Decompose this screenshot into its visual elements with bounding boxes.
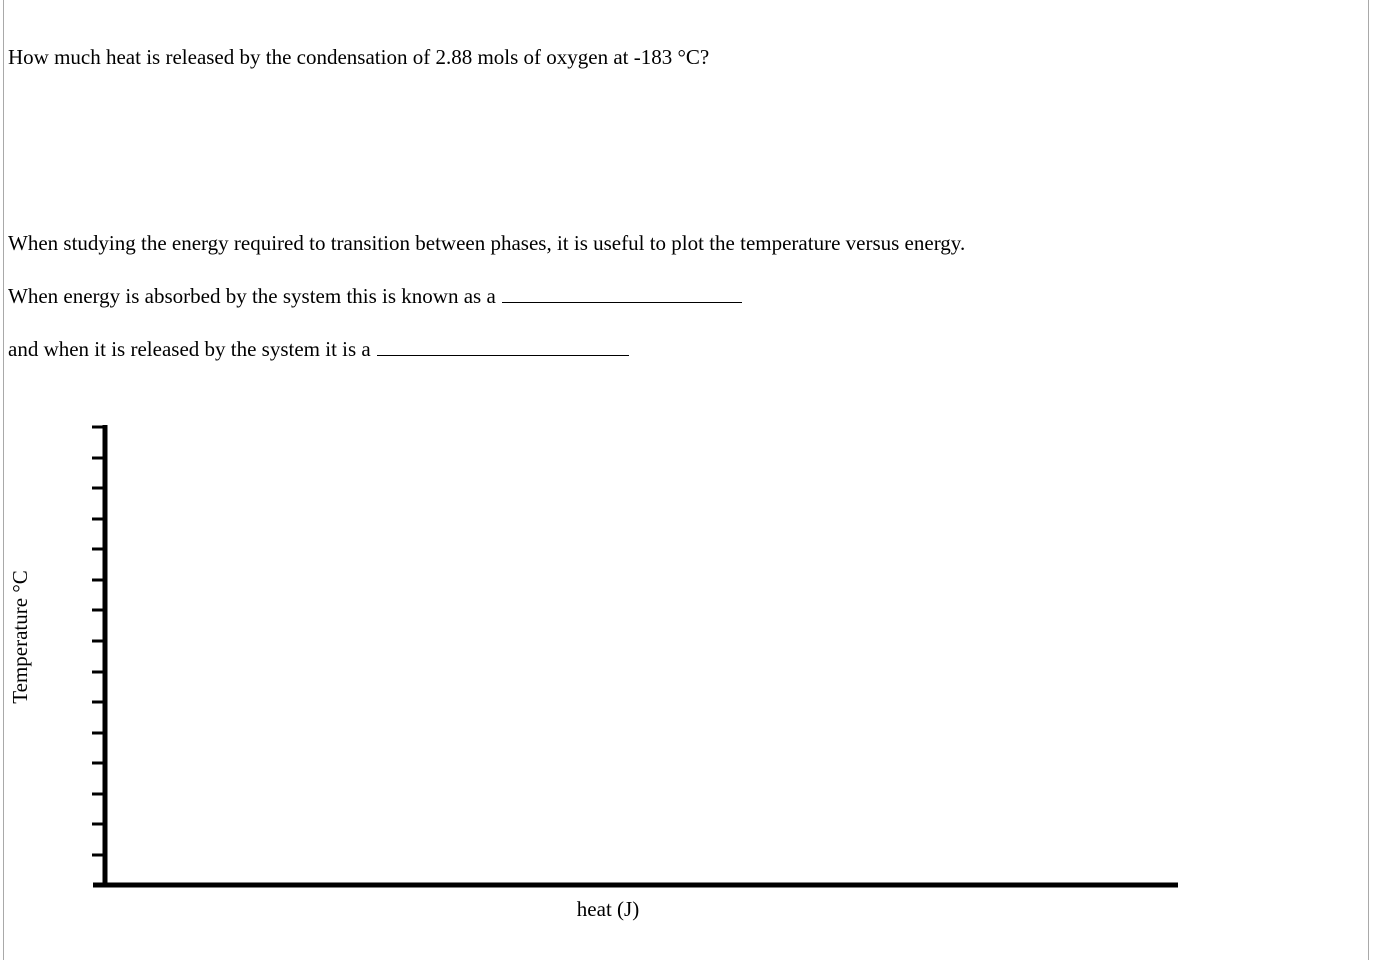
absorbed-sentence-text: When energy is absorbed by the system this is known as a — [8, 284, 496, 308]
y-axis-label: Temperature °C — [8, 570, 32, 704]
intro-sentence: When studying the energy required to transition between phases, it is useful to plot the temperature versus energy. — [8, 231, 966, 255]
question-text: How much heat is released by the condensation of 2.88 mols of oxygen at -183 °C? — [8, 45, 710, 69]
released-sentence-text: and when it is released by the system it is a — [8, 337, 371, 361]
x-axis-label: heat (J) — [576, 897, 640, 921]
